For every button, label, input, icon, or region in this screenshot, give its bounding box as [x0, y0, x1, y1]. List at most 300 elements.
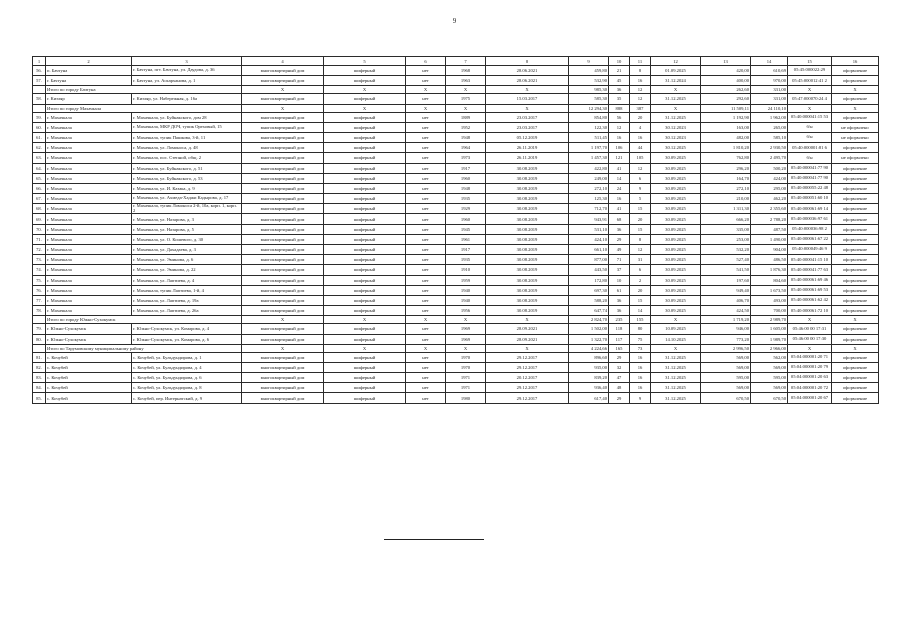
table-cell-col-1 — [33, 344, 46, 352]
table-cell-col-2: г. Бачтуна — [46, 76, 132, 86]
table-cell-col-15: 05:40:000049:46 9 — [788, 245, 832, 255]
table-cell-col-6: нет — [406, 143, 446, 153]
table-cell-col-7: 1960 — [446, 173, 486, 183]
table-cell-col-3: с. Кочубей, ул. Бульдундирова, д. 8 — [132, 383, 242, 393]
table-cell-col-6: нет — [406, 285, 446, 295]
table-cell-col-14: 569,00 — [751, 362, 788, 372]
table-cell-col-3: г. Кизляр, ул. Набережная, д. 16а — [132, 94, 242, 104]
table-cell-col-4: многоквартирный дом — [242, 76, 324, 86]
table-cell-col-7: 1961 — [446, 234, 486, 244]
table-cell-col-2: г. Махачкала — [46, 183, 132, 193]
table-cell-col-15: X — [788, 86, 832, 94]
table-cell-col-13: 2 996,50 — [701, 344, 751, 352]
table-cell-col-6: нет — [406, 362, 446, 372]
table-row — [33, 352, 879, 362]
table-cell-col-12: 14.10.2025 — [651, 334, 701, 344]
summary-row — [33, 86, 879, 94]
table-cell-col-10: 888 — [609, 104, 630, 112]
table-cell-col-1: 73. — [33, 255, 46, 265]
table-cell-col-14: 1 490,00 — [751, 234, 788, 244]
table-cell-col-9: 712,70 — [569, 204, 609, 214]
table-cell-col-5: шиферный — [324, 334, 406, 344]
table-cell-col-16: оформление — [832, 112, 879, 122]
table-cell-col-14: 1 962,00 — [751, 112, 788, 122]
table-cell-col-5: шиферный — [324, 132, 406, 142]
table-cell-col-13: 335,00 — [701, 224, 751, 234]
table-cell-col-13: 253,00 — [701, 234, 751, 244]
table-cell-col-1: 72. — [33, 245, 46, 255]
table-cell-col-1: 81. — [33, 352, 46, 362]
table-cell-col-7: 1969 — [446, 324, 486, 334]
table-cell-col-15: 05:04:000001:20 72 — [788, 383, 832, 393]
table-cell-col-15: б/н — [788, 122, 832, 132]
table-cell-col-7: 1963 — [446, 76, 486, 86]
table-cell-col-10: 29 — [609, 393, 630, 403]
register-table-sheet — [32, 56, 878, 404]
summary-row — [33, 316, 879, 324]
table-cell-col-1: 70. — [33, 224, 46, 234]
table-cell-col-10: 48 — [609, 383, 630, 393]
table-cell-col-8: 30.08.2019 — [486, 275, 569, 285]
table-cell-col-4: X — [242, 104, 324, 112]
table-cell-col-6: нет — [406, 204, 446, 214]
table-cell-col-5: шиферный — [324, 194, 406, 204]
table-cell-col-9: 854,80 — [569, 112, 609, 122]
table-cell-col-13: 210,00 — [701, 194, 751, 204]
table-cell-col-1: 85. — [33, 393, 46, 403]
table-cell-col-6: нет — [406, 234, 446, 244]
table-cell-col-16: не оформлено — [832, 153, 879, 163]
table-cell-col-5: шиферный — [324, 94, 406, 104]
table-cell-col-10: 29 — [609, 352, 630, 362]
table-row — [33, 285, 879, 295]
table-cell-col-2: с. Кочубей — [46, 383, 132, 393]
table-cell-col-5: шиферный — [324, 295, 406, 305]
table-cell-col-6: X — [406, 344, 446, 352]
table-cell-col-14: 2 930,50 — [751, 143, 788, 153]
table-row — [33, 383, 879, 393]
table-cell-col-4: многоквартирный дом — [242, 234, 324, 244]
table-cell-col-16: оформление — [832, 224, 879, 234]
table-cell-col-10: 41 — [609, 163, 630, 173]
table-cell-col-16: оформление — [832, 306, 879, 316]
table-cell-col-9: 585,30 — [569, 94, 609, 104]
table-cell-col-3: г. Махачкала, ул. Дахадаева, д. 3 — [132, 245, 242, 255]
column-header-7: 7 — [446, 57, 486, 66]
table-cell-col-14: 331,00 — [751, 86, 788, 94]
table-cell-col-9: 1 322,70 — [569, 334, 609, 344]
table-cell-col-2: г. Махачкала — [46, 255, 132, 265]
table-cell-col-6: нет — [406, 245, 446, 255]
table-cell-col-13: 569,00 — [701, 352, 751, 362]
table-cell-col-12: 30.09.2025 — [651, 153, 701, 163]
table-cell-col-13: 527,40 — [701, 255, 751, 265]
table-cell-col-4: многоквартирный дом — [242, 285, 324, 295]
table-cell-col-4: многоквартирный дом — [242, 66, 324, 76]
table-cell-col-1: 66. — [33, 183, 46, 193]
table-cell-col-16: X — [832, 104, 879, 112]
table-cell-col-4: многоквартирный дом — [242, 204, 324, 214]
column-header-15: 15 — [788, 57, 832, 66]
table-cell-col-5: шиферный — [324, 143, 406, 153]
table-cell-col-5: шиферный — [324, 76, 406, 86]
table-cell-col-15: 05:40:000061:67 22 — [788, 234, 832, 244]
table-cell-col-2: г. Махачкала — [46, 153, 132, 163]
table-cell-col-12: 30.09.2025 — [651, 295, 701, 305]
table-cell-col-2: г. Махачкала — [46, 132, 132, 142]
column-header-14: 14 — [751, 57, 788, 66]
table-cell-col-13: 666,20 — [701, 214, 751, 224]
table-cell-col-14: 1 989,70 — [751, 334, 788, 344]
table-cell-col-13: 1 311,30 — [701, 204, 751, 214]
table-cell-col-7: 1973 — [446, 153, 486, 163]
table-cell-col-15: 05:40:000041:15 10 — [788, 255, 832, 265]
table-row — [33, 324, 879, 334]
table-cell-col-6: нет — [406, 122, 446, 132]
table-cell-col-14: 1 673,50 — [751, 285, 788, 295]
table-cell-col-12: 30.09.2025 — [651, 265, 701, 275]
table-cell-col-4: многоквартирный дом — [242, 383, 324, 393]
table-cell-col-9: 661,10 — [569, 245, 609, 255]
table-cell-col-13: 292,60 — [701, 94, 751, 104]
table-cell-col-1: 65. — [33, 173, 46, 183]
table-cell-col-3: г. Махачкала, ул. Эминова, д. 22 — [132, 265, 242, 275]
table-cell-col-3: г. Южно-Сухокумск, ул. Комарова, д. 6 — [132, 334, 242, 344]
table-cell-col-13: 541,50 — [701, 265, 751, 275]
table-cell-col-7: 1889 — [446, 112, 486, 122]
table-cell-col-4: многоквартирный дом — [242, 163, 324, 173]
table-cell-col-7: 1952 — [446, 122, 486, 132]
summary-row — [33, 104, 879, 112]
table-cell-col-16: оформление — [832, 194, 879, 204]
table-cell-col-11: 8 — [630, 66, 651, 76]
table-cell-col-10: 45 — [609, 76, 630, 86]
table-cell-col-16: оформление — [832, 393, 879, 403]
table-cell-col-7: 1929 — [446, 204, 486, 214]
table-cell-col-12: X — [651, 104, 701, 112]
table-cell-col-12: 30.09.2025 — [651, 306, 701, 316]
table-cell-col-8: 30.08.2019 — [486, 285, 569, 295]
table-cell-col-6: нет — [406, 334, 446, 344]
table-cell-col-9: 511,45 — [569, 132, 609, 142]
table-cell-col-9: 617,40 — [569, 393, 609, 403]
table-cell-col-14: 487,50 — [751, 224, 788, 234]
table-cell-col-9: 532,90 — [569, 76, 609, 86]
table-cell-col-14: 2 788,20 — [751, 214, 788, 224]
table-cell-col-9: 459,80 — [569, 66, 609, 76]
table-cell-col-8: 28.06.2021 — [486, 76, 569, 86]
table-cell-col-10: 16 — [609, 132, 630, 142]
table-cell-col-5: X — [324, 316, 406, 324]
table-cell-col-15: 05:40:000055:22 48 — [788, 183, 832, 193]
table-cell-col-2: г. Махачкала — [46, 122, 132, 132]
table-cell-col-16: оформление — [832, 352, 879, 362]
table-cell-col-11: 16 — [630, 132, 651, 142]
table-cell-col-8: 30.08.2019 — [486, 183, 569, 193]
table-cell-col-5: X — [324, 104, 406, 112]
table-cell-col-16: оформление — [832, 275, 879, 285]
table-cell-col-14: 295,00 — [751, 183, 788, 193]
table-cell-col-6: нет — [406, 163, 446, 173]
table-cell-col-13: 197,60 — [701, 275, 751, 285]
table-cell-col-8: 30.08.2019 — [486, 255, 569, 265]
table-cell-col-6: нет — [406, 224, 446, 234]
table-cell-col-4: многоквартирный дом — [242, 194, 324, 204]
table-cell-col-4: многоквартирный дом — [242, 132, 324, 142]
table-cell-col-6: нет — [406, 214, 446, 224]
table-cell-col-9: 122,30 — [569, 122, 609, 132]
table-cell-col-11: 9 — [630, 393, 651, 403]
table-cell-col-7: 1964 — [446, 143, 486, 153]
table-cell-col-7: X — [446, 316, 486, 324]
table-cell-col-2: Итого по городу Бачтуна — [46, 86, 242, 94]
table-cell-col-3: с. Кочубей, пер. Интернатский, д. 9 — [132, 393, 242, 403]
table-cell-col-10: 36 — [609, 306, 630, 316]
table-cell-col-9: 125,30 — [569, 194, 609, 204]
table-cell-col-5: шиферный — [324, 285, 406, 295]
column-header-2: 2 — [46, 57, 132, 66]
table-cell-col-6: нет — [406, 132, 446, 142]
table-cell-col-7: 1945 — [446, 224, 486, 234]
table-cell-col-15: б/н — [788, 153, 832, 163]
table-cell-col-3: г. Махачкала, ул. Лаптиева, д. 26а — [132, 306, 242, 316]
table-cell-col-2: п. Бачтуна — [46, 66, 132, 76]
table-cell-col-12: 30.09.2025 — [651, 224, 701, 234]
table-cell-col-16: оформление — [832, 373, 879, 383]
table-cell-col-5: шиферный — [324, 373, 406, 383]
table-cell-col-10: 121 — [609, 153, 630, 163]
table-cell-col-11: 12 — [630, 163, 651, 173]
table-cell-col-9: 1 502,00 — [569, 324, 609, 334]
table-cell-col-11: 16 — [630, 373, 651, 383]
table-cell-col-12: 31.12.2025 — [651, 393, 701, 403]
table-cell-col-1: 76. — [33, 285, 46, 295]
table-cell-col-8: 30.08.2019 — [486, 224, 569, 234]
table-cell-col-11: 73 — [630, 344, 651, 352]
table-cell-col-5: шиферный — [324, 306, 406, 316]
table-cell-col-13: 569,00 — [701, 362, 751, 372]
table-cell-col-9: 12 294,30 — [569, 104, 609, 112]
table-cell-col-14: 24 110,10 — [751, 104, 788, 112]
column-header-11: 11 — [630, 57, 651, 66]
table-cell-col-1: 77. — [33, 295, 46, 305]
table-cell-col-2: г. Махачкала — [46, 245, 132, 255]
table-cell-col-8: 23.03.2017 — [486, 122, 569, 132]
table-cell-col-12: 31.12.2025 — [651, 112, 701, 122]
table-cell-col-16: оформление — [832, 255, 879, 265]
table-cell-col-11: 9 — [630, 183, 651, 193]
table-cell-col-10: 14 — [609, 173, 630, 183]
table-cell-col-5: шиферный — [324, 224, 406, 234]
table-cell-col-12: 30.09.2025 — [651, 255, 701, 265]
table-cell-col-8: 26.11.2019 — [486, 143, 569, 153]
table-cell-col-12: 30.12.2023 — [651, 132, 701, 142]
table-cell-col-1: 60. — [33, 122, 46, 132]
table-cell-col-8: 15.03.2017 — [486, 94, 569, 104]
table-cell-col-4: многоквартирный дом — [242, 153, 324, 163]
table-cell-col-9: 424,10 — [569, 234, 609, 244]
table-cell-col-14: 2 966,00 — [751, 344, 788, 352]
table-cell-col-13: 595,00 — [701, 373, 751, 383]
table-cell-col-13: 773,20 — [701, 334, 751, 344]
table-cell-col-15: 05:40:000061:69 46 — [788, 275, 832, 285]
table-cell-col-6: нет — [406, 275, 446, 285]
table-cell-col-11: 80 — [630, 324, 651, 334]
table-cell-col-11: 15 — [630, 295, 651, 305]
table-cell-col-1: 74. — [33, 265, 46, 275]
table-cell-col-2: г. Махачкала — [46, 112, 132, 122]
table-cell-col-16: оформление — [832, 245, 879, 255]
table-cell-col-7: 1980 — [446, 393, 486, 403]
table-cell-col-5: шиферный — [324, 255, 406, 265]
table-cell-col-9: 2 824,70 — [569, 316, 609, 324]
table-cell-col-7: 1970 — [446, 362, 486, 372]
table-cell-col-2: с. Кочубей — [46, 393, 132, 403]
table-cell-col-11: 6 — [630, 173, 651, 183]
table-cell-col-9: 422,80 — [569, 163, 609, 173]
table-cell-col-10: 36 — [609, 86, 630, 94]
header-row — [33, 57, 879, 66]
table-row — [33, 143, 879, 153]
table-cell-col-1: 64. — [33, 163, 46, 173]
table-cell-col-11: 14 — [630, 306, 651, 316]
table-row — [33, 373, 879, 383]
table-cell-col-2: г. Махачкала — [46, 234, 132, 244]
table-cell-col-12: 31.12.2025 — [651, 373, 701, 383]
table-row — [33, 163, 879, 173]
table-cell-col-15: 05:45:000022:29 — [788, 66, 832, 76]
table-cell-col-3: г. Махачкала, ул. Буйнакского, д. 51 — [132, 163, 242, 173]
table-cell-col-11: 31 — [630, 255, 651, 265]
table-cell-col-6: X — [406, 86, 446, 94]
table-cell-col-12: X — [651, 316, 701, 324]
table-cell-col-4: многоквартирный дом — [242, 334, 324, 344]
table-cell-col-16: оформление — [832, 76, 879, 86]
table-cell-col-13: 400,00 — [701, 76, 751, 86]
table-cell-col-3: г. Бачтуна, пгт. Бачтуна, ул. Даудова, д. 36 — [132, 66, 242, 76]
table-cell-col-2: Итого по городу Южно-Сухокумск — [46, 316, 242, 324]
table-cell-col-10: 35 — [609, 94, 630, 104]
table-cell-col-8: 23.03.2017 — [486, 112, 569, 122]
table-row — [33, 334, 879, 344]
table-cell-col-12: 01.09.2025 — [651, 66, 701, 76]
table-cell-col-15: 05:40:000061:72 10 — [788, 306, 832, 316]
table-cell-col-6: X — [406, 316, 446, 324]
table-cell-col-2: г. Махачкала — [46, 194, 132, 204]
table-cell-col-15: 05:40:000061:69 14 — [788, 204, 832, 214]
table-cell-col-2: Итого по Тарумовскому муниципальному району — [46, 344, 242, 352]
table-cell-col-8: X — [486, 344, 569, 352]
table-cell-col-7: 1940 — [446, 285, 486, 295]
table-cell-col-12: X — [651, 344, 701, 352]
table-cell-col-8: 05.12.2019 — [486, 132, 569, 142]
table-cell-col-11: 16 — [630, 383, 651, 393]
table-cell-col-9: 4 224,66 — [569, 344, 609, 352]
table-cell-col-11: 12 — [630, 245, 651, 255]
table-cell-col-13: 482,00 — [701, 132, 751, 142]
table-cell-col-14: 486,50 — [751, 255, 788, 265]
table-cell-col-10: 41 — [609, 204, 630, 214]
table-cell-col-12: 30.12.2023 — [651, 122, 701, 132]
table-cell-col-16: оформление — [832, 204, 879, 214]
table-cell-col-15: 05:46:00 00 17:31 — [788, 324, 832, 334]
table-cell-col-4: многоквартирный дом — [242, 214, 324, 224]
table-cell-col-14: 670,50 — [751, 393, 788, 403]
table-cell-col-10: 106 — [609, 143, 630, 153]
table-row — [33, 94, 879, 104]
column-header-13: 13 — [701, 57, 751, 66]
table-cell-col-8: 30.08.2019 — [486, 234, 569, 244]
table-cell-col-4: многоквартирный дом — [242, 112, 324, 122]
table-cell-col-14: 1 605,00 — [751, 324, 788, 334]
table-cell-col-13: 262,60 — [701, 86, 751, 94]
table-cell-col-15: 05:40:000036:98 2 — [788, 224, 832, 234]
table-cell-col-13: 532,20 — [701, 245, 751, 255]
column-header-5: 5 — [324, 57, 406, 66]
table-cell-col-11: 2 — [630, 275, 651, 285]
table-row — [33, 275, 879, 285]
table-cell-col-6: нет — [406, 383, 446, 393]
table-cell-col-16: оформление — [832, 265, 879, 275]
table-cell-col-6: нет — [406, 112, 446, 122]
table-cell-col-2: Итого по городу Махачкала — [46, 104, 242, 112]
table-cell-col-8: 30.08.2019 — [486, 214, 569, 224]
table-cell-col-14: 424,00 — [751, 173, 788, 183]
table-row — [33, 265, 879, 275]
table-cell-col-2: г. Махачкала — [46, 214, 132, 224]
table-cell-col-15: 05:04:000001:20 67 — [788, 393, 832, 403]
table-cell-col-3: г. Махачкала, ул. И. Казака, д. 9 — [132, 183, 242, 193]
table-cell-col-7: X — [446, 344, 486, 352]
table-cell-col-4: многоквартирный дом — [242, 94, 324, 104]
table-cell-col-4: многоквартирный дом — [242, 373, 324, 383]
table-cell-col-9: 249,00 — [569, 173, 609, 183]
table-cell-col-1: 84. — [33, 383, 46, 393]
table-cell-col-8: 30.08.2019 — [486, 194, 569, 204]
table-cell-col-13: 946,00 — [701, 324, 751, 334]
table-row — [33, 153, 879, 163]
table-cell-col-14: 904,00 — [751, 245, 788, 255]
table-cell-col-12: 30.09.2025 — [651, 194, 701, 204]
table-cell-col-6: нет — [406, 66, 446, 76]
table-cell-col-7: 1960 — [446, 214, 486, 224]
table-cell-col-9: 839,20 — [569, 373, 609, 383]
table-cell-col-13: 163,00 — [701, 122, 751, 132]
table-cell-col-11: 4 — [630, 122, 651, 132]
table-cell-col-13: 296,20 — [701, 163, 751, 173]
table-cell-col-8: 30.08.2019 — [486, 204, 569, 214]
column-header-12: 12 — [651, 57, 701, 66]
table-cell-col-6: нет — [406, 255, 446, 265]
table-cell-col-1: 75. — [33, 275, 46, 285]
table-cell-col-1: 68. — [33, 204, 46, 214]
table-cell-col-1: 61. — [33, 132, 46, 142]
table-cell-col-10: 12 — [609, 122, 630, 132]
table-cell-col-14: 462,20 — [751, 194, 788, 204]
table-cell-col-5: шиферный — [324, 275, 406, 285]
table-cell-col-13: 949,40 — [701, 285, 751, 295]
table-cell-col-8: 30.08.2019 — [486, 265, 569, 275]
table-cell-col-8: 20.12.2017 — [486, 373, 569, 383]
table-cell-col-4: многоквартирный дом — [242, 143, 324, 153]
table-cell-col-15: 05:40:000041:15 53 — [788, 112, 832, 122]
table-cell-col-13: 164,70 — [701, 173, 751, 183]
table-cell-col-11: 155 — [630, 316, 651, 324]
table-cell-col-3: г. Махачкала, ул. Эминова, д. 6 — [132, 255, 242, 265]
table-cell-col-5: X — [324, 86, 406, 94]
table-cell-col-15: 05:40:000041:77 90 — [788, 173, 832, 183]
table-cell-col-12: 31.12.2025 — [651, 94, 701, 104]
